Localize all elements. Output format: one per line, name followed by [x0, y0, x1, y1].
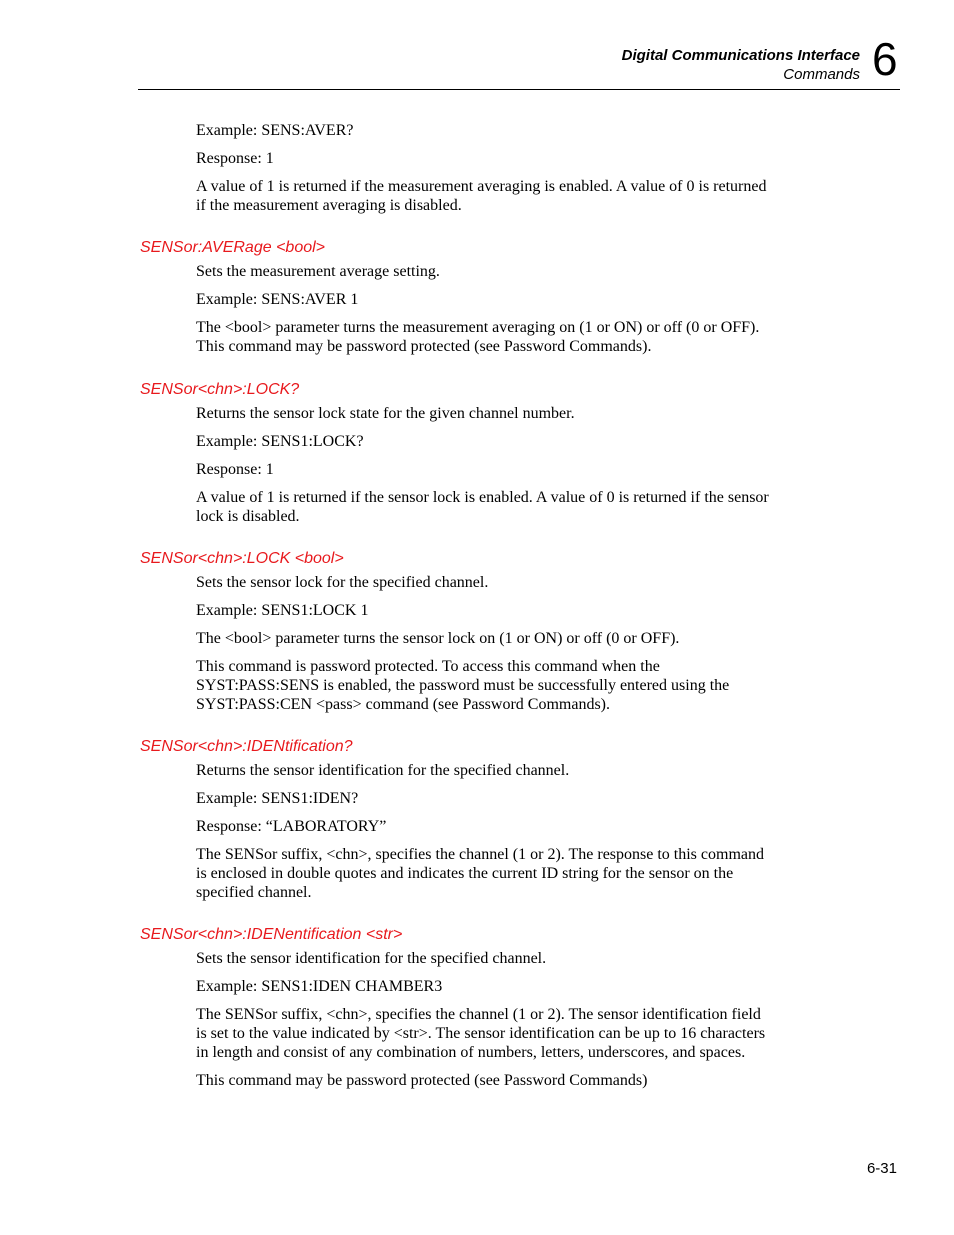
paragraph: Example: SENS1:LOCK?	[196, 433, 364, 450]
section-heading: SENSor<chn>:IDENentification <str>	[140, 926, 403, 943]
paragraph: A value of 1 is returned if the measurement averaging is enabled. A value of 0 is returned if the measurement averaging is disabled.	[196, 178, 767, 214]
section-heading: SENSor:AVERage <bool>	[140, 239, 326, 256]
section-heading: SENSor<chn>:LOCK?	[140, 381, 300, 398]
page-header	[0, 0, 954, 92]
paragraph: Returns the sensor lock state for the given channel number.	[196, 405, 575, 422]
section-heading: SENSor<chn>:IDENtification?	[140, 738, 353, 755]
paragraph: This command may be password protected (see Password Commands)	[196, 1072, 648, 1089]
paragraph: The SENSor suffix, <chn>, specifies the channel (1 or 2). The sensor identification field is set to the value indicated by <str>. The sensor identification can be up to 16 characters in length and consist of any combination of numbers, letters, underscores, and spaces.	[196, 1006, 766, 1061]
paragraph: This command is password protected. To access this command when the SYST:PASS:SENS is enabled, the password must be successfully entered using the SYST:PASS:CEN <pass> command (see Password Commands).	[196, 658, 730, 713]
section-heading: SENSor<chn>:LOCK <bool>	[140, 550, 344, 567]
paragraph: Example: SENS:AVER 1	[196, 291, 359, 308]
header-rule	[138, 89, 900, 90]
paragraph: Response: 1	[196, 461, 274, 478]
header-subtitle: Commands	[783, 66, 860, 83]
paragraph: Example: SENS1:IDEN?	[196, 790, 359, 807]
paragraph: Sets the measurement average setting.	[196, 263, 440, 280]
header-title: Digital Communications Interface	[621, 47, 860, 64]
paragraph: Response: 1	[196, 150, 274, 167]
paragraph: A value of 1 is returned if the sensor lock is enabled. A value of 0 is returned if the sensor lock is disabled.	[196, 489, 769, 525]
page-number: 6-31	[866, 1160, 897, 1177]
paragraph: Example: SENS1:IDEN CHAMBER3	[196, 978, 443, 995]
paragraph: The SENSor suffix, <chn>, specifies the channel (1 or 2). The response to this command is enclosed in double quotes and indicates the current ID string for the sensor on the specified channel.	[196, 846, 764, 901]
paragraph: Sets the sensor identification for the specified channel.	[196, 950, 547, 967]
paragraph: Sets the sensor lock for the specified channel.	[196, 574, 489, 591]
paragraph: Response: “LABORATORY”	[196, 818, 387, 835]
paragraph: The <bool> parameter turns the measurement averaging on (1 or ON) or off (0 or OFF). This command may be password protected (see Password Commands).	[196, 319, 760, 355]
paragraph: The <bool> parameter turns the sensor lock on (1 or ON) or off (0 or OFF).	[196, 630, 680, 647]
chapter-number: 6	[872, 33, 898, 85]
paragraph: Example: SENS1:LOCK 1	[196, 602, 369, 619]
paragraph: Example: SENS:AVER?	[196, 122, 354, 139]
paragraph: Returns the sensor identification for the specified channel.	[196, 762, 570, 779]
